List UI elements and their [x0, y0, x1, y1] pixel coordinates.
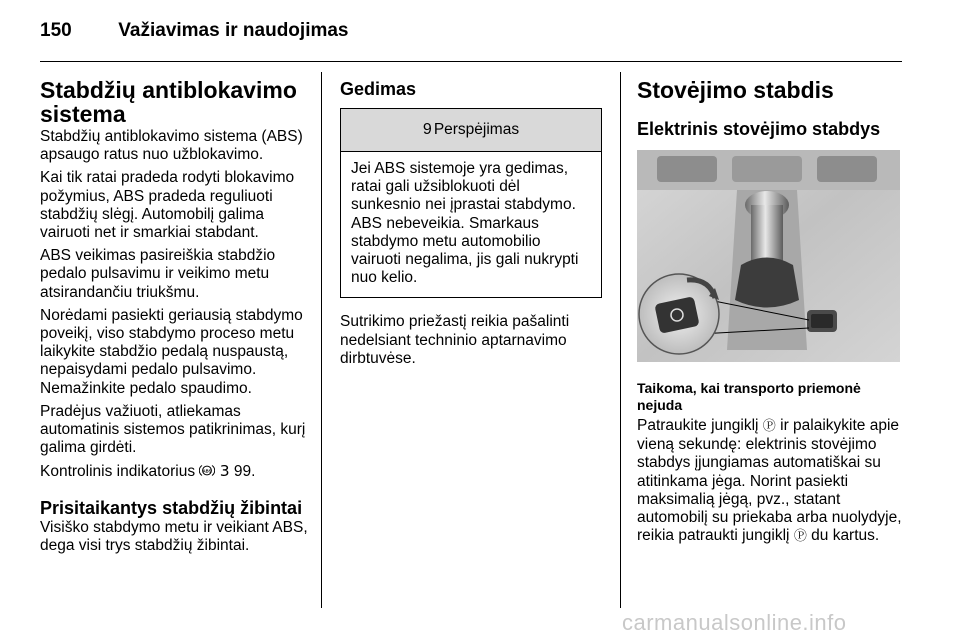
abs-paragraph: Stabdžių antiblokavimo sistema (ABS) apsaugo ratus nuo užblokavimo.: [40, 128, 303, 164]
abs-indicator-icon: [199, 465, 215, 480]
indicator-label: Kontrolinis indikatorius: [40, 463, 196, 481]
warning-body: [341, 152, 601, 297]
abs-paragraph: Kai tik ratai pradeda rodyti blokavimo požymius, ABS pradeda reguliuoti stabdžių slėgį. Automobilį galima vairuoti net ir smarkiai stabdant.: [40, 169, 295, 242]
electric-parking-brake-photo: [637, 150, 900, 362]
fault-heading: Gedimas: [340, 79, 417, 99]
parking-brake-instructions: [637, 417, 905, 546]
column-abs: [40, 72, 308, 555]
abs-paragraph: Pradėjus važiuoti, atliekamas automatinis sistemos patikrinimas, kurį galima girdėti.: [40, 402, 306, 457]
brake-lights-text: Visiško stabdymo metu ir veikiant ABS, dega visi trys stabdžių žibintai.: [40, 518, 308, 554]
abs-paragraph: Norėdami pasiekti geriausią stabdymo poveikį, viso stabdymo proceso metu laikykite stabdžio pedalą nuspaustą, nepaisydami pedalo pulsavimo. Nemažinkite pedalo spaudimo.: [40, 306, 303, 397]
column-parking-brake: [637, 72, 905, 546]
abs-heading: Stabdžių antiblokavimo sistema: [40, 77, 297, 127]
header-rule: [40, 61, 902, 62]
abs-paragraph: ABS veikimas pasireiškia stabdžio pedalo pulsavimu ir veikimo metu atsirandančiu triukšmu.: [40, 247, 276, 301]
column-fault: [340, 72, 602, 373]
brake-lights-heading: Prisitaikantys stabdžių žibintai: [40, 497, 303, 518]
page-ref-icon: 3: [219, 462, 230, 481]
page-ref-number: 99.: [233, 463, 256, 481]
warning-icon: 9: [422, 121, 432, 138]
column-divider: [620, 72, 621, 608]
watermark: carmanualsonline.info: [622, 610, 847, 635]
indicator-reference: [40, 462, 308, 482]
stationary-vehicle-heading: Taikoma, kai transporto priemonė nejuda: [637, 380, 861, 413]
page-header: [40, 20, 349, 42]
instruction-text: du kartus.: [811, 527, 880, 545]
fault-followup-text: Sutrikimo priežastį reikia pašalinti nedelsiant techninio aptarnavimo dirbtuvėse.: [340, 313, 570, 367]
warning-text: Jei ABS sistemoje yra gedimas, ratai gali užsiblokuoti dėl sunkesnio nei įprastai stabdymo. ABS nebeveikia. Smarkaus stabdymo metu automobilio vairuoti negalima, jis gali nukrypti nuo kelio.: [351, 160, 579, 287]
svg-text:ABS: ABS: [202, 468, 212, 474]
parking-brake-icon: Ⓟ: [793, 529, 807, 545]
chapter-title: Važiavimas ir naudojimas: [118, 20, 349, 41]
electric-parking-brake-heading: Elektrinis stovėjimo stabdys: [637, 119, 881, 139]
warning-title: Perspėjimas: [433, 121, 520, 138]
page-number: 150: [40, 20, 72, 41]
parking-brake-icon: Ⓟ: [762, 419, 776, 434]
instruction-text: Patraukite jungiklį: [637, 417, 759, 434]
parking-brake-heading: Stovėjimo stabdis: [637, 77, 834, 103]
warning-box: [340, 108, 602, 298]
warning-header: [341, 109, 601, 152]
column-divider: [321, 72, 322, 608]
instruction-text: ir palaikykite apie vieną sekundę: elektrinis stovėjimo stabdys įjungiamas automatiškai su atitinkama jėga. Norint pasiekti maksimalią jėgą, pvz., statant automobilį su priekaba arba nuolydyje, reikia patraukti jungiklį: [637, 417, 902, 545]
